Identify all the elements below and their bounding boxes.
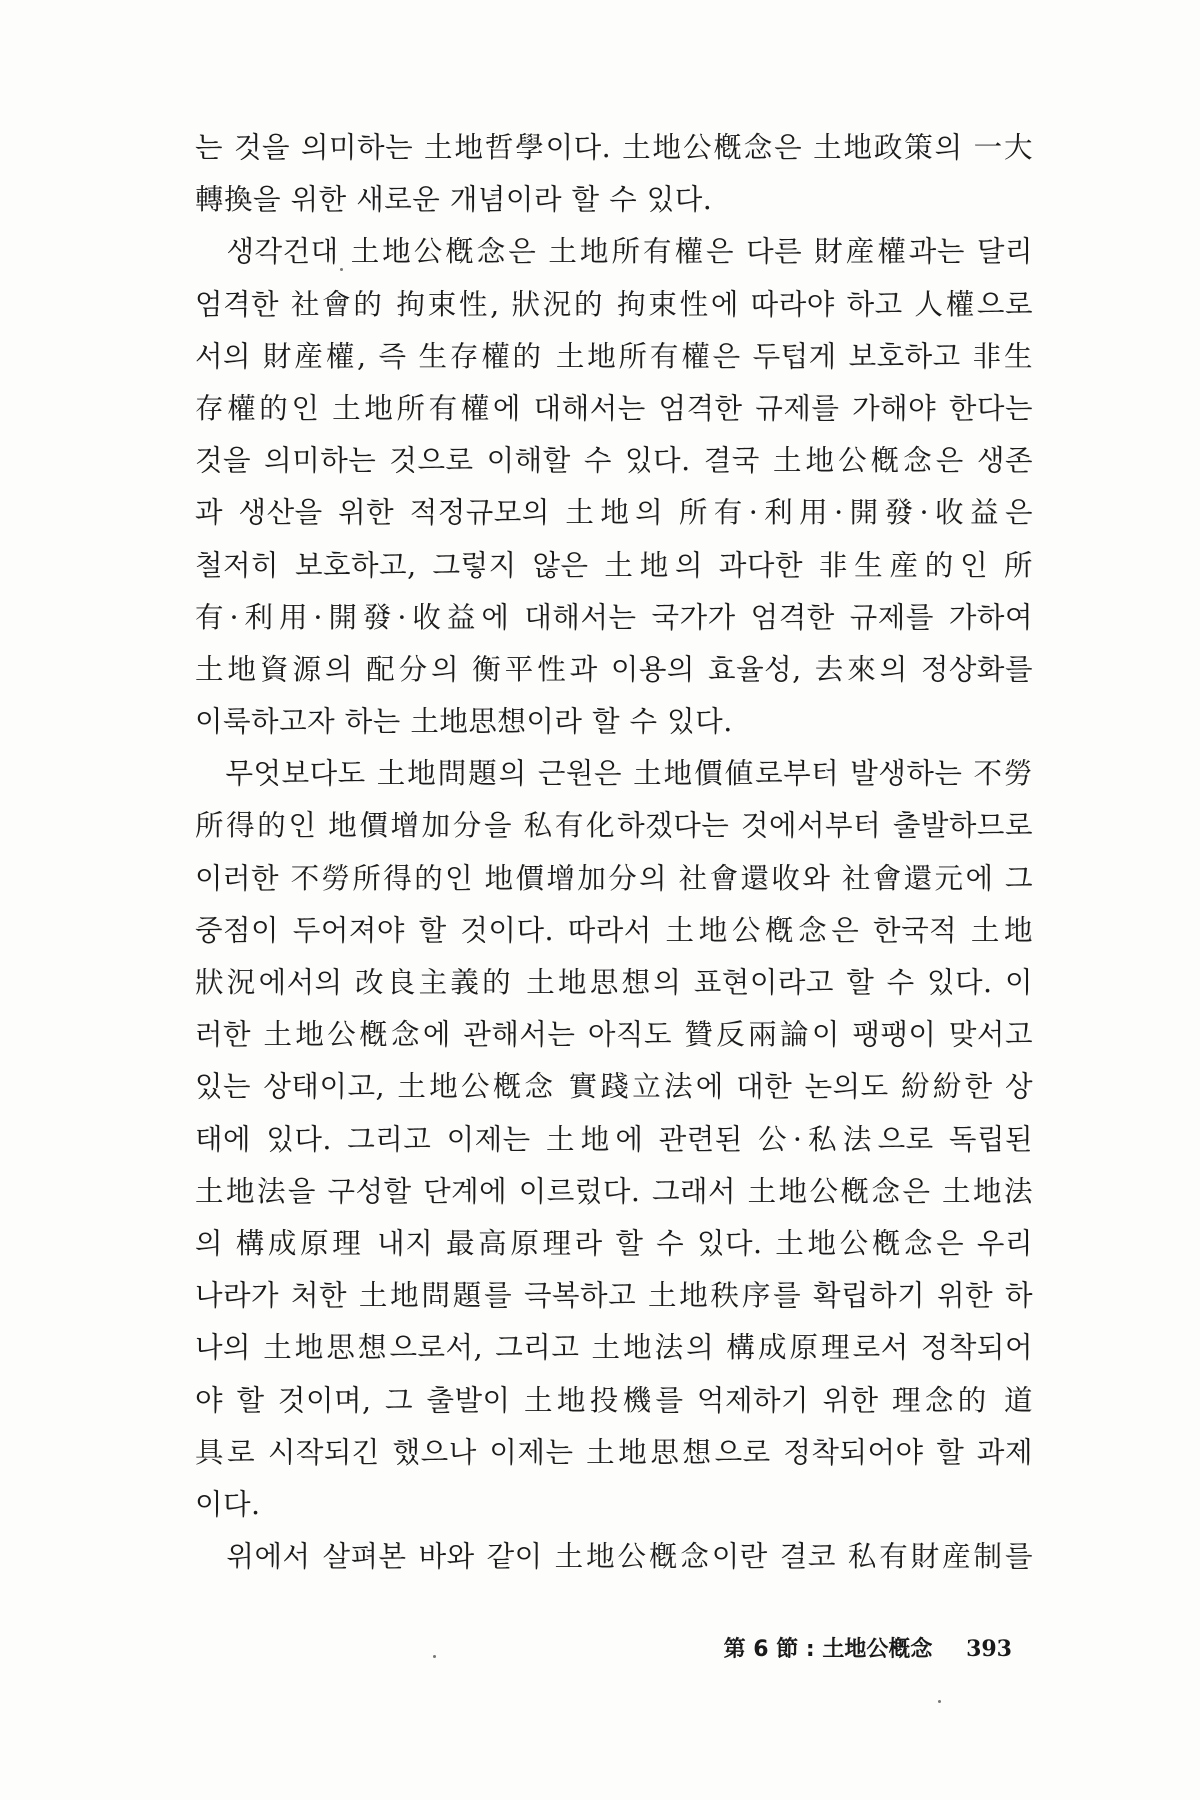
print-speck (938, 1700, 941, 1703)
text-line: 것을 의미하는 것으로 이해할 수 있다. 결국 土地公槪念은 생존 (195, 444, 1033, 478)
text-line: 위에서 살펴본 바와 같이 土地公槪念이란 결코 私有財産制를 (195, 1540, 1033, 1574)
text-line: 有·利用·開發·收益에 대해서는 국가가 엄격한 규제를 가하여 (195, 600, 1033, 634)
page-number: 393 (966, 1636, 1012, 1662)
text-line: 있는 상태이고, 土地公槪念 實踐立法에 대한 논의도 紛紛한 상 (195, 1070, 1033, 1104)
text-line: 具로 시작되긴 했으나 이제는 土地思想으로 정착되어야 할 과제 (195, 1435, 1033, 1469)
text-line: 轉換을 위한 새로운 개념이라 할 수 있다. (195, 183, 713, 217)
text-line: 철저히 보호하고, 그렇지 않은 土地의 과다한 非生産的인 所 (195, 548, 1033, 582)
text-line: 태에 있다. 그리고 이제는 土地에 관련된 公·私法으로 독립된 (195, 1122, 1033, 1156)
body-text (195, 122, 1033, 1583)
text-line: 이다. (195, 1487, 261, 1521)
text-line: 이러한 不勞所得的인 地價增加分의 社會還收와 社會還元에 그 (195, 861, 1033, 895)
text-line: 나의 土地思想으로서, 그리고 土地法의 構成原理로서 정착되어 (195, 1331, 1033, 1365)
text-line: 생각건대 土地公槪念은 土地所有權은 다른 財産權과는 달리 (195, 235, 1033, 269)
text-line: 엄격한 社會的 拘束性, 狀況的 拘束性에 따라야 하고 人權으로 (195, 287, 1033, 321)
text-line: 存權的인 土地所有權에 대해서는 엄격한 규제를 가해야 한다는 (195, 391, 1033, 425)
text-line: 土地資源의 配分의 衡平性과 이용의 효율성, 去來의 정상화를 (195, 652, 1033, 686)
text-line: 서의 財産權, 즉 生存權的 土地所有權은 두텁게 보호하고 非生 (195, 339, 1033, 373)
text-line: 狀況에서의 改良主義的 土地思想의 표현이라고 할 수 있다. 이 (195, 966, 1033, 999)
running-footer-section: 第 6 節 : 土地公槪念 (723, 1637, 933, 1662)
text-line: 러한 土地公槪念에 관해서는 아직도 贊反兩論이 팽팽이 맞서고 (195, 1018, 1033, 1052)
text-line: 야 할 것이며, 그 출발이 土地投機를 억제하기 위한 理念的 道 (195, 1383, 1033, 1417)
print-speck (340, 268, 343, 271)
page-footer (724, 1632, 1012, 1663)
text-line: 의 構成原理 내지 最高原理라 할 수 있다. 土地公槪念은 우리 (195, 1226, 1033, 1260)
text-line: 이룩하고자 하는 土地思想이라 할 수 있다. (195, 705, 733, 739)
print-speck (433, 1655, 436, 1658)
text-line: 나라가 처한 土地問題를 극복하고 土地秩序를 확립하기 위한 하 (195, 1279, 1033, 1313)
text-line: 는 것을 의미하는 土地哲學이다. 土地公槪念은 土地政策의 一大 (195, 131, 1033, 164)
text-line: 과 생산을 위한 적정규모의 土地의 所有·利用·開發·收益은 (195, 496, 1033, 530)
text-line: 土地法을 구성할 단계에 이르렀다. 그래서 土地公槪念은 土地法 (195, 1174, 1033, 1208)
text-line: 중점이 두어져야 할 것이다. 따라서 土地公槪念은 한국적 土地 (195, 913, 1033, 947)
text-line: 所得的인 地價增加分을 私有化하겠다는 것에서부터 출발하므로 (195, 809, 1033, 843)
text-line: 무엇보다도 土地問題의 근원은 土地價値로부터 발생하는 不勞 (195, 757, 1033, 791)
